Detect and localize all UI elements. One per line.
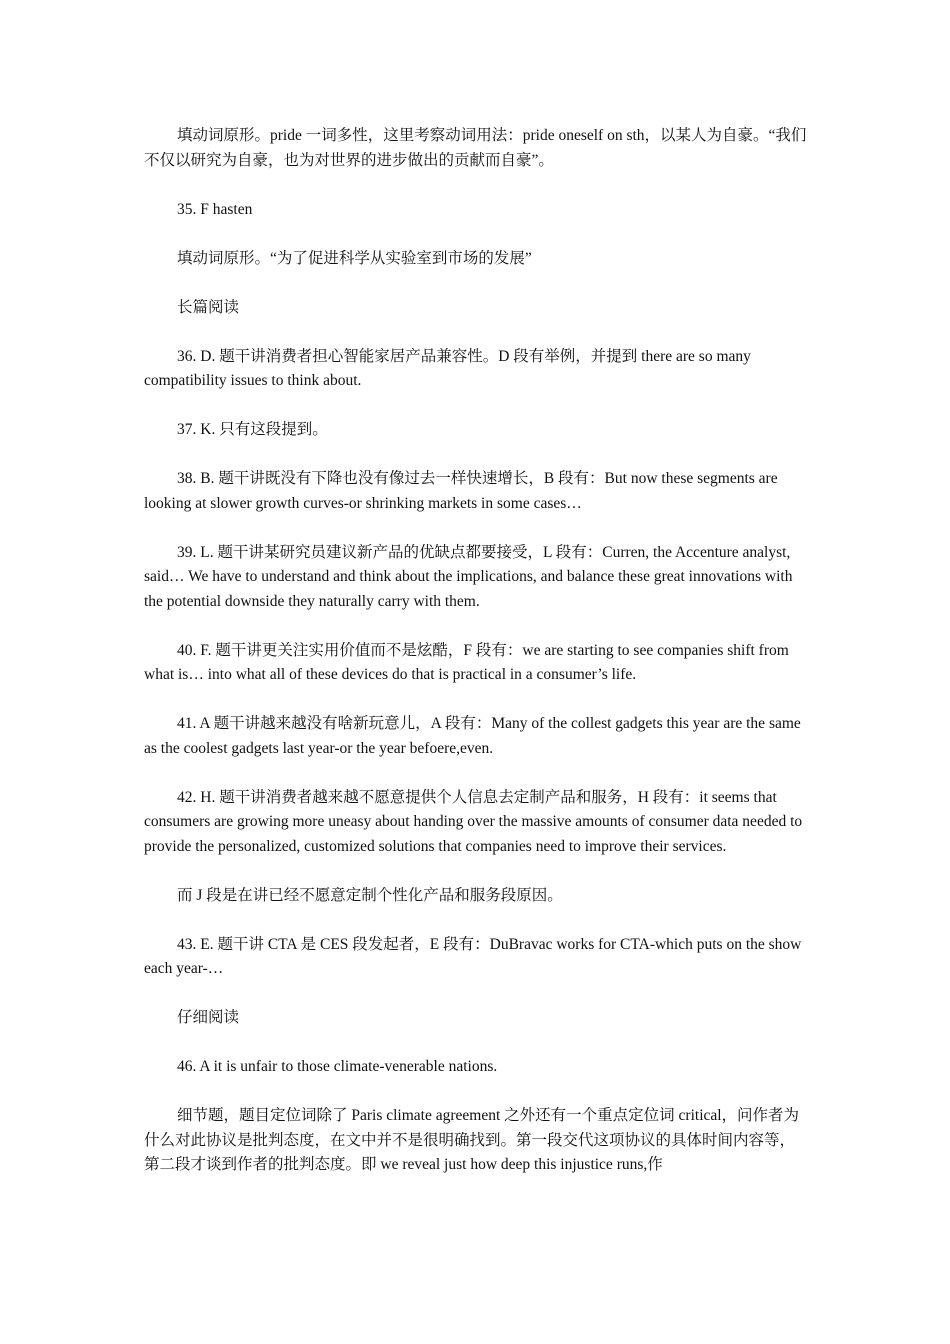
answer-43: 43. E. 题干讲 CTA 是 CES 段发起者，E 段有：DuBravac works for CTA-which puts on the show each year-… (144, 935, 802, 977)
paragraph-j-note: 而 J 段是在讲已经不愿意定制个性化产品和服务段原因。 (177, 886, 563, 904)
paragraph-pride-explanation: 填动词原形。pride 一词多性，这里考察动词用法：pride oneself on sth，以某人为自豪。“我们不仅以研究为自豪，也为对世界的进步做出的贡献而自豪”。 (144, 127, 807, 169)
answer-35: 35. F hasten (177, 200, 253, 218)
answer-41: 41. A 题干讲越来越没有啥新玩意儿，A 段有：Many of the collest gadgets this year are the same as the coolest gadgets last year-or the year befoere,even. (144, 715, 801, 757)
answer-38: 38. B. 题干讲既没有下降也没有像过去一样快速增长，B 段有：But now these segments are looking at slower growth curves-or shrinking markets in some cases… (144, 470, 778, 512)
paragraph-46-explanation: 细节题，题目定位词除了 Paris climate agreement 之外还有一个重点定位词 critical，问作者为什么对此协议是批判态度，在文中并不是很明确找到。第一段交代这项协议的具体时间内容等，第二段才谈到作者的批判态度。即 we reveal just how deep this injustice runs,作 (144, 1107, 800, 1173)
answer-39: 39. L. 题干讲某研究员建议新产品的优缺点都要接受，L 段有：Curren, the Accenture analyst, said… We have to understand and think about the implications, and balance these great innovations with the potential downside they naturally carry with them. (144, 543, 793, 610)
answer-40: 40. F. 题干讲更关注实用价值而不是炫酷，F 段有：we are starting to see companies shift from what is… into what all of these devices do that is practical in a consumer’s life. (144, 641, 789, 683)
document-page (144, 124, 809, 1202)
answer-46: 46. A it is unfair to those climate-venerable nations. (177, 1058, 498, 1075)
section-heading-careful-reading: 仔细阅读 (177, 1009, 240, 1026)
paragraph-hasten-explanation: 填动词原形。“为了促进科学从实验室到市场的发展” (177, 249, 532, 267)
answer-42: 42. H. 题干讲消费者越来越不愿意提供个人信息去定制产品和服务，H 段有：it seems that consumers are growing more uneasy about handing over the massive amounts of consumer data needed to provide the personalized, customized solutions that companies need to improve their services. (144, 788, 803, 855)
section-heading-long-reading: 长篇阅读 (177, 298, 240, 316)
answer-37: 37. K. 只有这段提到。 (177, 421, 328, 438)
answer-36: 36. D. 题干讲消费者担心智能家居产品兼容性。D 段有举例，并提到 there are so many compatibility issues to think about. (144, 347, 751, 389)
